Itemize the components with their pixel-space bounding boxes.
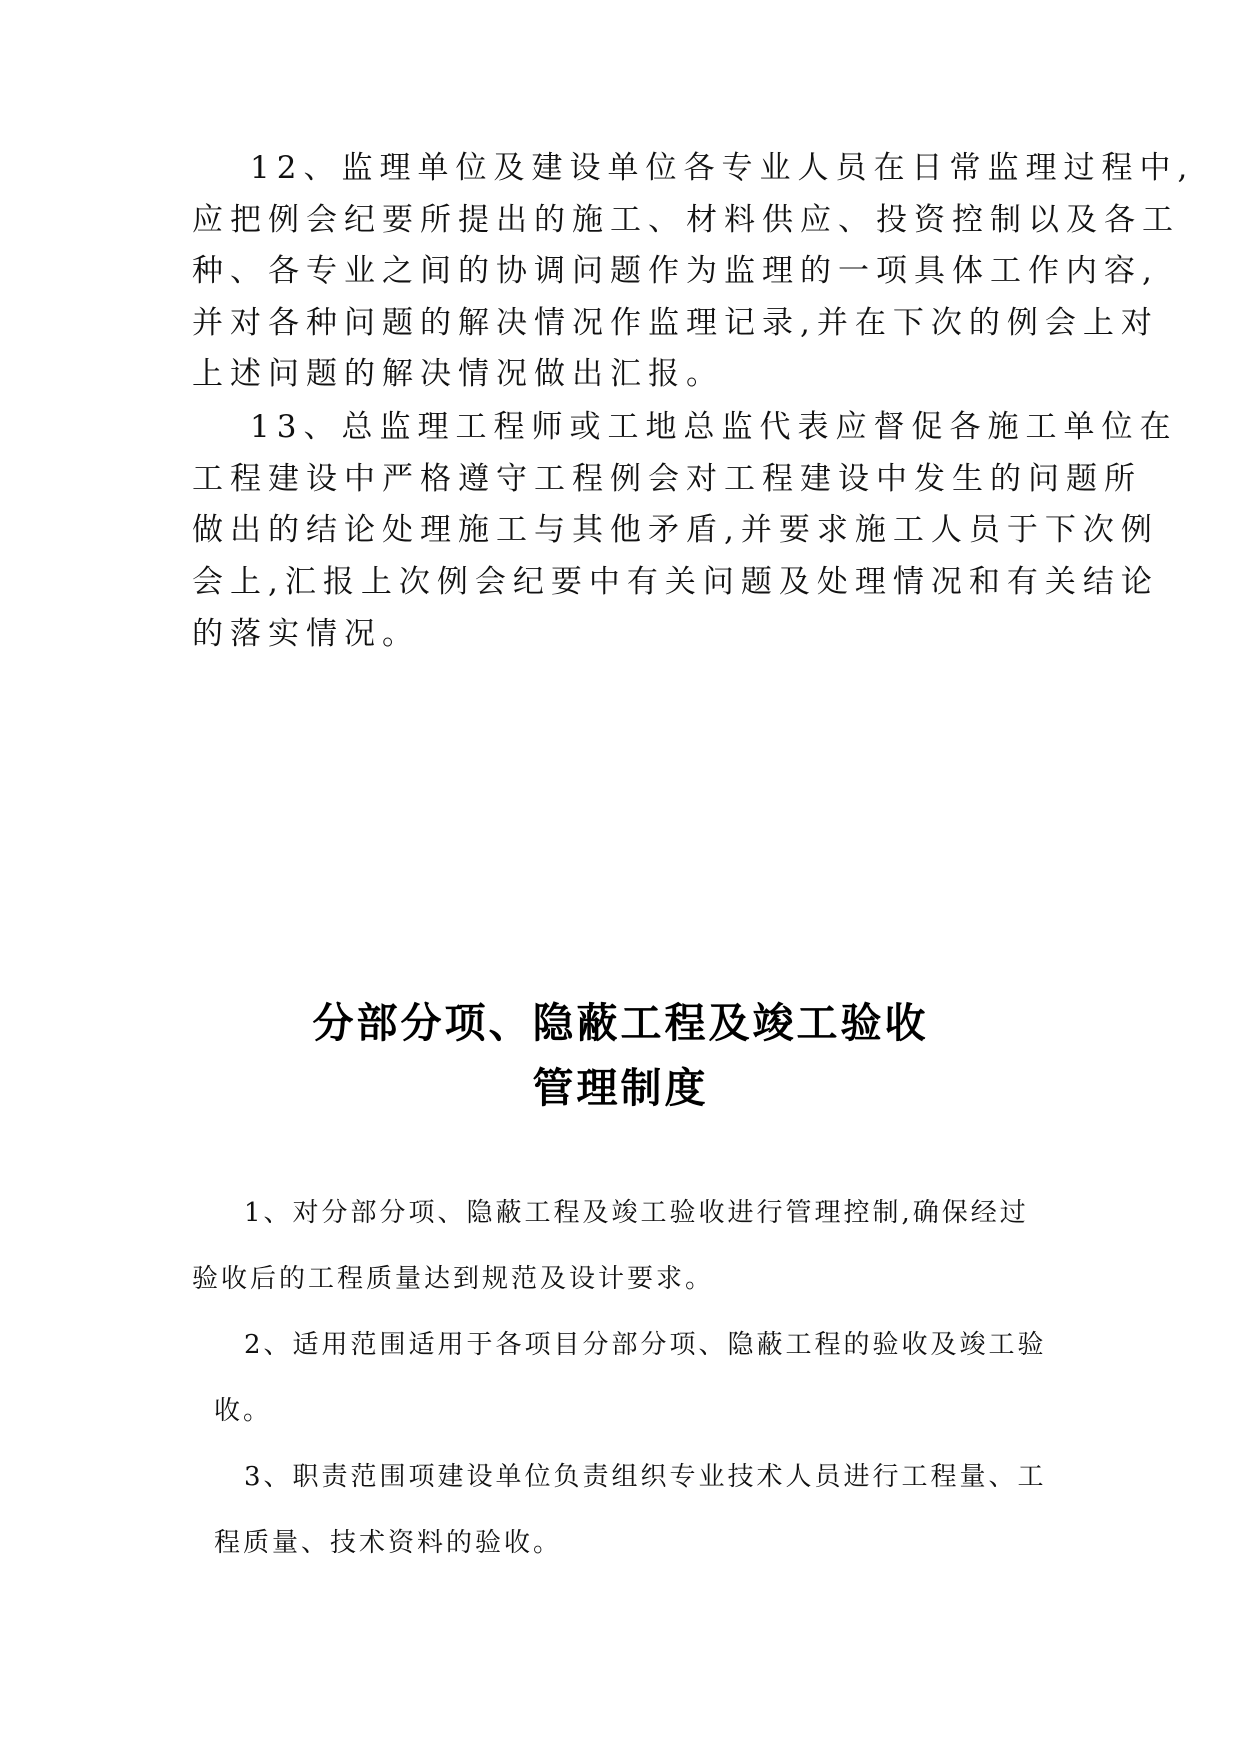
paragraph-13-line-3: 做出的结论处理施工与其他矛盾,并要求施工人员于下次例 bbox=[192, 512, 1159, 548]
paragraph-13-line-2: 工程建设中严格遵守工程例会对工程建设中发生的问题所 bbox=[192, 461, 1142, 497]
item-3-line-2: 程质量、技术资料的验收。 bbox=[214, 1528, 563, 1558]
section-title-line-2: 管理制度 bbox=[532, 1064, 709, 1112]
paragraph-12-line-4: 并对各种问题的解决情况作监理记录,并在下次的例会上对 bbox=[192, 305, 1159, 341]
paragraph-13-line-1: 13、总监理工程师或工地总监代表应督促各施工单位在 bbox=[250, 409, 1178, 445]
paragraph-12-line-1: 12、监理单位及建设单位各专业人员在日常监理过程中, bbox=[250, 150, 1195, 186]
paragraph-12-line-2: 应把例会纪要所提出的施工、材料供应、投资控制以及各工 bbox=[192, 202, 1180, 238]
item-1-line-2: 验收后的工程质量达到规范及设计要求。 bbox=[192, 1264, 715, 1294]
item-2-line-1: 2、适用范围适用于各项目分部分项、隐蔽工程的验收及竣工验 bbox=[244, 1330, 1047, 1360]
paragraph-13-line-4: 会上,汇报上次例会纪要中有关问题及处理情况和有关结论 bbox=[192, 564, 1159, 600]
section-title-line-1: 分部分项、隐蔽工程及竣工验收 bbox=[312, 999, 929, 1047]
item-2-line-2: 收。 bbox=[214, 1396, 273, 1426]
paragraph-13-line-5: 的落实情况。 bbox=[192, 616, 420, 652]
item-3-line-1: 3、职责范围项建设单位负责组织专业技术人员进行工程量、工 bbox=[244, 1462, 1047, 1492]
item-1-line-1: 1、对分部分项、隐蔽工程及竣工验收进行管理控制,确保经过 bbox=[244, 1198, 1029, 1228]
paragraph-12-line-3: 种、各专业之间的协调问题作为监理的一项具体工作内容, bbox=[192, 253, 1159, 289]
paragraph-12-line-5: 上述问题的解决情况做出汇报。 bbox=[192, 356, 724, 392]
